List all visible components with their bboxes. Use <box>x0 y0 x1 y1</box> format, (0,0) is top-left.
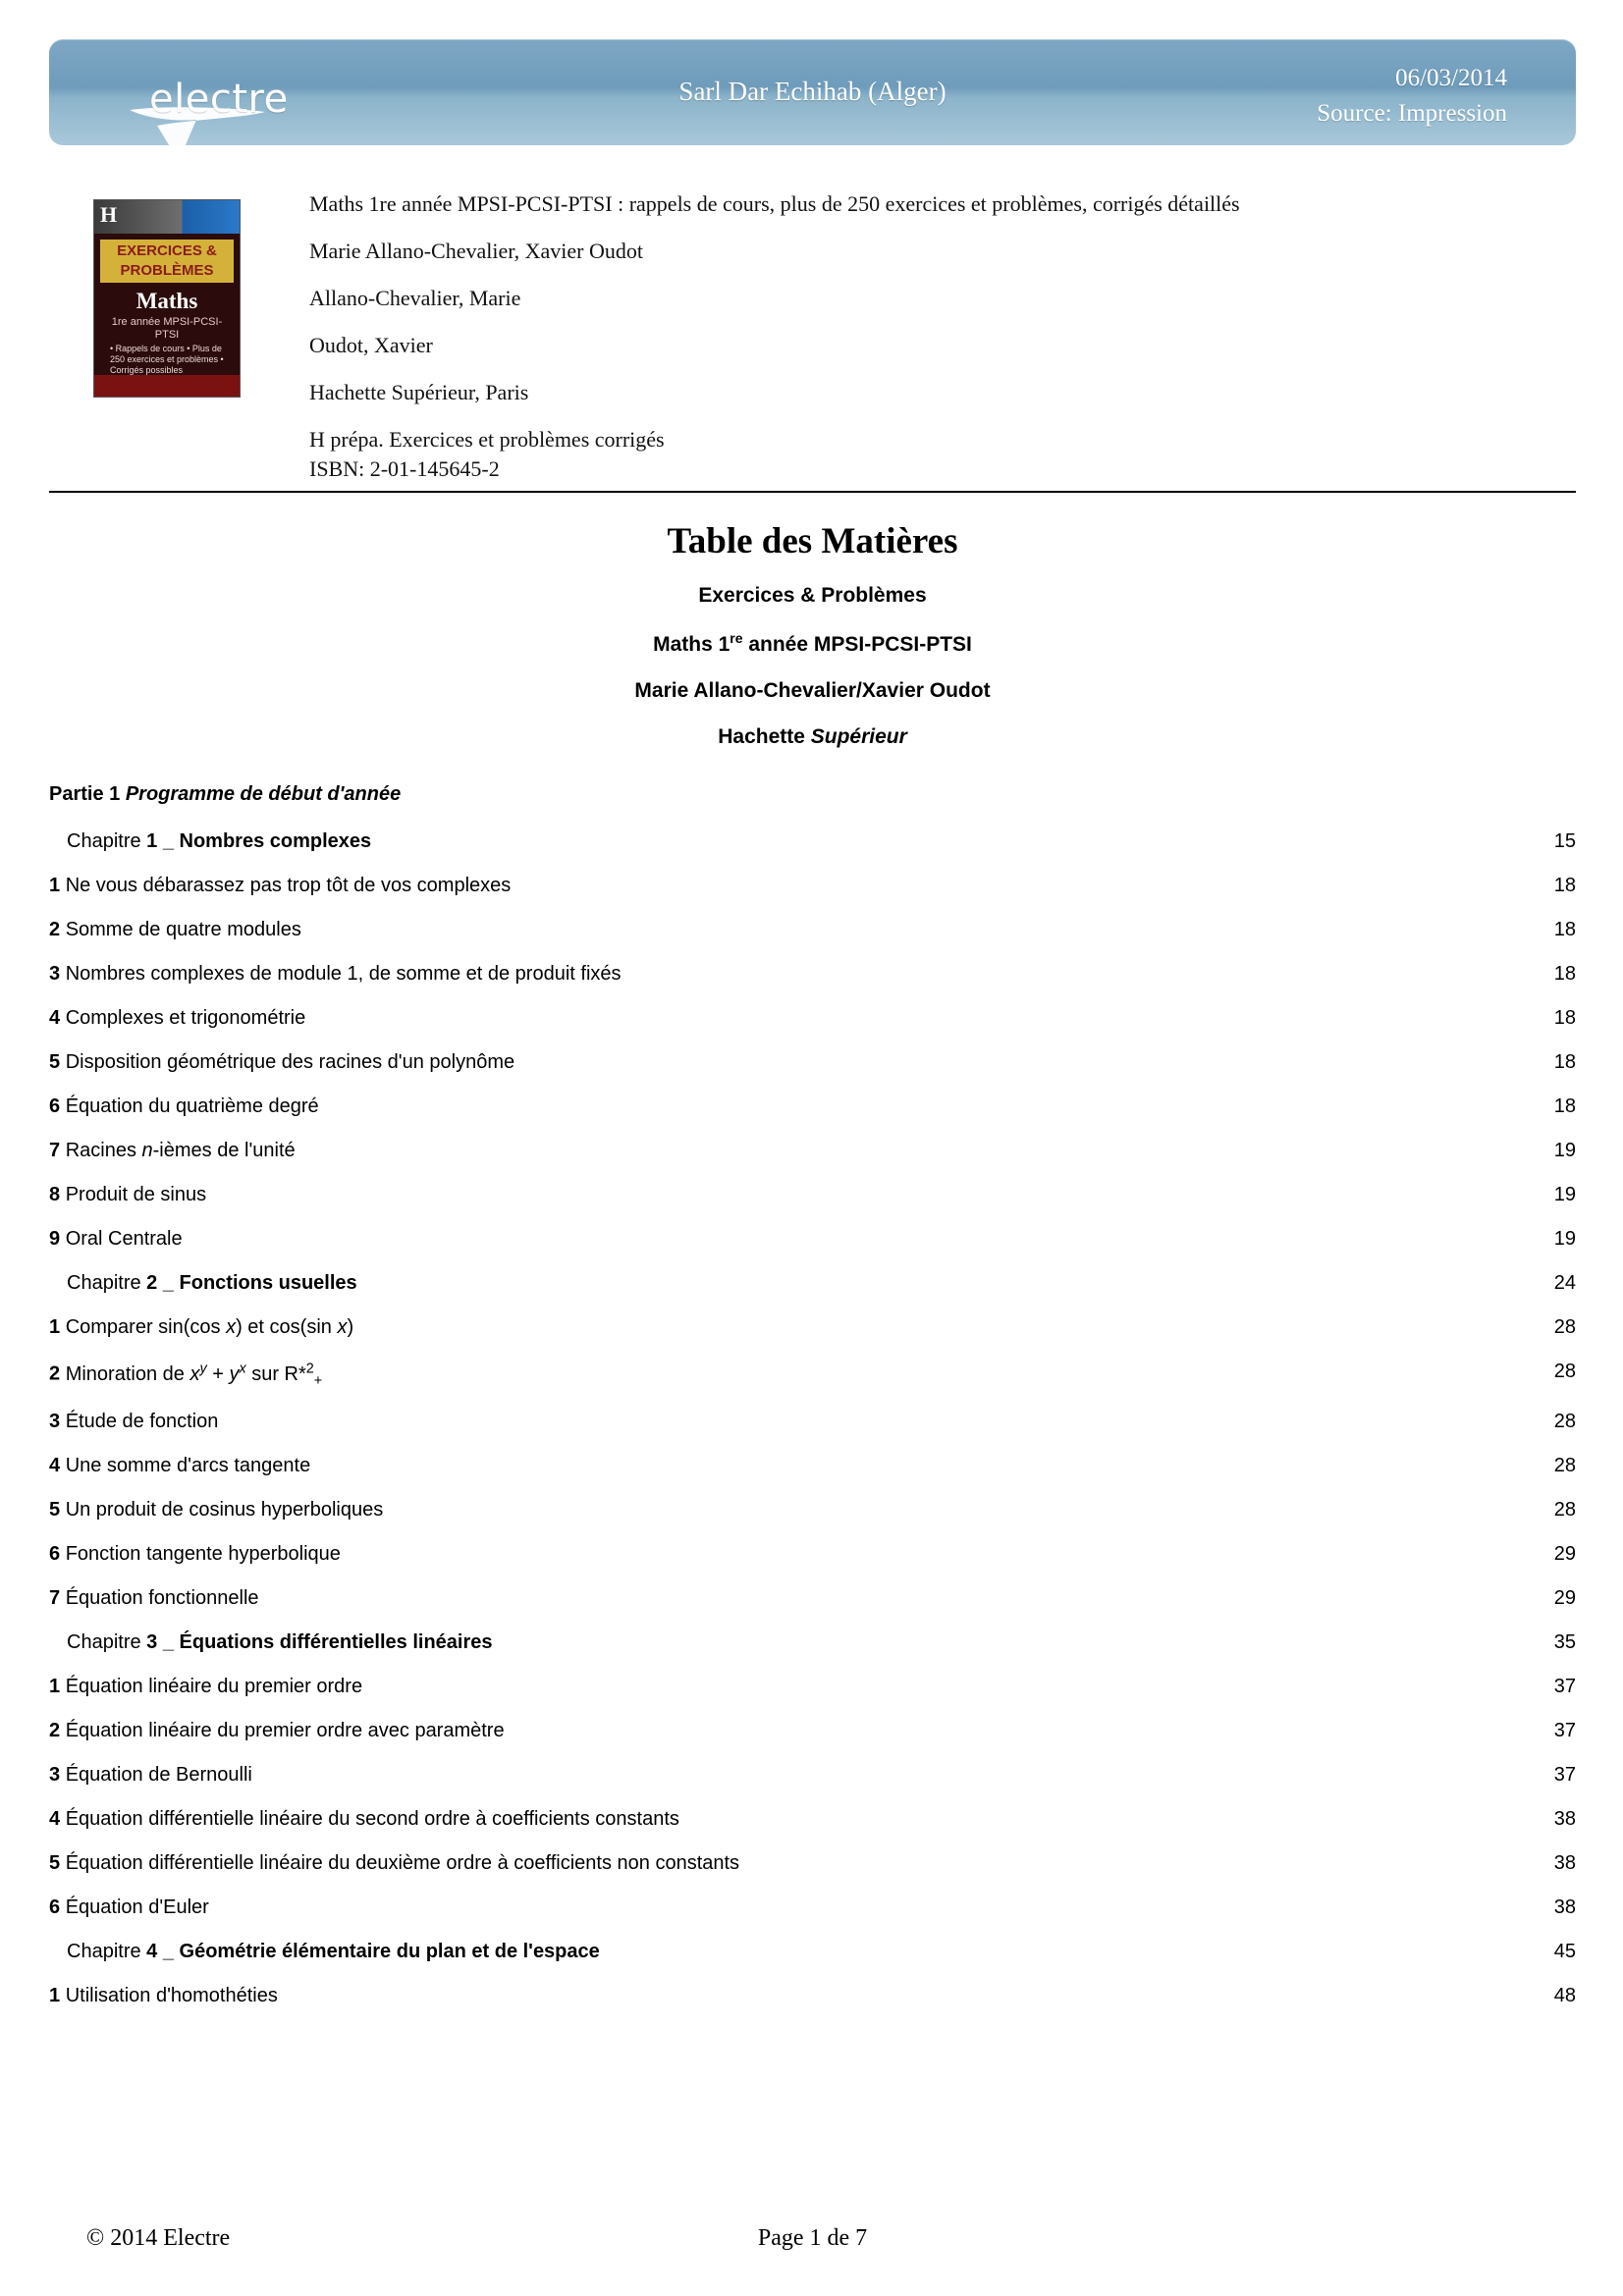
toc-entry-text: Équation d'Euler <box>65 1896 209 1918</box>
toc-subtitle-2-sup: re <box>730 630 743 646</box>
toc-part-title: Programme de début d'année <box>125 783 402 805</box>
toc-entry-row[interactable] <box>49 1753 1576 1797</box>
toc-chapter-title: _ Géométrie élémentaire du plan et de l'espace <box>157 1940 600 1962</box>
toc-entry-page: 18 <box>1553 1007 1576 1029</box>
toc-entry-text: Minoration de $x^y + y^x$ sur R*$^2_+$ <box>65 1361 323 1389</box>
toc-subtitle-2-post: année MPSI-PCSI-PTSI <box>742 633 972 656</box>
header-center-title: Sarl Dar Echihab (Alger) <box>678 77 947 106</box>
toc-subtitle-2 <box>49 630 1576 657</box>
toc-entry-text: Équation différentielle linéaire du second ordre à coefficients constants <box>65 1807 679 1830</box>
toc-entry-row[interactable] <box>49 1886 1576 1930</box>
toc-entry-page: 28 <box>1553 1498 1576 1521</box>
footer-copyright: © 2014 Electre <box>86 2225 231 2251</box>
toc-entry-label <box>49 1006 1507 1031</box>
toc-entry-label <box>49 1139 1507 1163</box>
toc-entry-label <box>49 1586 1507 1611</box>
notice-title: Maths 1re année MPSI-PCSI-PTSI : rappels de cours, plus de 250 exercices et problèmes, corrigés détaillés <box>309 191 1240 216</box>
toc-entry-row[interactable] <box>49 864 1576 908</box>
toc-part-heading <box>49 775 1576 820</box>
toc-entry-number: 7 <box>49 1140 66 1161</box>
toc-chapter-title: _ Nombres complexes <box>157 830 372 852</box>
toc-entry-row[interactable] <box>49 1306 1576 1350</box>
toc-entry-text: Disposition géométrique des racines d'un polynôme <box>65 1051 515 1073</box>
toc-entry-text: Produit de sinus <box>65 1184 207 1205</box>
cover-bullets: • Rappels de cours • Plus de 250 exercices et problèmes • Corrigés possibles <box>110 344 224 375</box>
toc-chapter-title: _ Fonctions usuelles <box>157 1272 357 1294</box>
horizontal-divider <box>49 491 1576 493</box>
toc-publisher-pre: Hachette <box>718 725 811 748</box>
toc-entry-label <box>49 1315 1507 1340</box>
toc-entry-row[interactable] <box>49 1129 1576 1173</box>
cover-subtitle: 1re année MPSI-PCSI-PTSI <box>111 316 223 341</box>
toc-entry-text: Fonction tangente hyperbolique <box>65 1542 341 1565</box>
footer-page-number: Page 1 de 7 <box>757 2225 868 2251</box>
toc-entry-text: Équation linéaire du premier ordre <box>65 1675 363 1697</box>
table-of-contents <box>49 775 1576 2018</box>
toc-entry-label <box>49 1360 1507 1390</box>
toc-entry-page: 18 <box>1553 1051 1576 1073</box>
toc-entry-page: 18 <box>1553 919 1576 940</box>
toc-entry-number: 2 <box>49 1362 66 1385</box>
toc-entry-number: 7 <box>49 1586 66 1609</box>
toc-chapter-number: 1 <box>146 830 158 852</box>
toc-entry-page: 15 <box>1553 830 1576 852</box>
toc-entry-row[interactable] <box>49 952 1576 996</box>
cover-brand: H <box>100 202 118 227</box>
toc-entry-number: 1 <box>49 1984 66 2006</box>
toc-entry-number: 4 <box>49 1454 66 1476</box>
toc-entry-label <box>49 1227 1507 1252</box>
toc-entry-row[interactable] <box>49 1173 1576 1217</box>
toc-entry-label <box>49 1050 1507 1075</box>
toc-chapter-word: Chapitre <box>67 1630 147 1653</box>
toc-chapter-row[interactable] <box>49 820 1576 864</box>
toc-entry-number: 4 <box>49 1807 66 1830</box>
notice-collection: H prépa. Exercices et problèmes corrigés <box>309 427 665 452</box>
toc-entry-number: 5 <box>49 1051 66 1073</box>
notice-authors: Marie Allano-Chevalier, Xavier Oudot <box>309 239 644 263</box>
notice-lines <box>309 191 1566 486</box>
toc-entry-row[interactable] <box>49 1665 1576 1709</box>
toc-entry-number: 1 <box>49 1675 66 1697</box>
toc-entry-page: 29 <box>1553 1542 1576 1565</box>
toc-entry-row[interactable] <box>49 908 1576 952</box>
toc-chapter-row[interactable] <box>49 1621 1576 1665</box>
toc-part-label: Partie 1 <box>49 783 126 805</box>
toc-entry-text: Équation fonctionnelle <box>65 1586 259 1609</box>
toc-entry-text: Complexes et trigonométrie <box>65 1007 306 1029</box>
toc-entry-label <box>49 918 1507 942</box>
toc-entry-label <box>49 1675 1507 1699</box>
toc-entry-page: 19 <box>1553 1184 1576 1205</box>
toc-entry-text: Équation différentielle linéaire du deuxième ordre à coefficients non constants <box>65 1851 740 1874</box>
toc-entry-number: 1 <box>49 1316 66 1338</box>
toc-entry-page: 38 <box>1553 1807 1576 1830</box>
toc-entry-page: 37 <box>1553 1675 1576 1697</box>
toc-entry-text: Équation du quatrième degré <box>65 1095 319 1117</box>
toc-entry-page: 38 <box>1553 1851 1576 1874</box>
toc-entry-label <box>49 1542 1507 1567</box>
toc-entry-page: 28 <box>1553 1454 1576 1476</box>
electre-logo <box>108 59 334 167</box>
toc-entry-label <box>49 1984 1507 2008</box>
toc-entry-row[interactable] <box>49 1085 1576 1129</box>
toc-entry-label <box>49 1851 1507 1876</box>
toc-entry-page: 37 <box>1553 1719 1576 1741</box>
toc-title-block <box>49 520 1576 759</box>
toc-entry-text: Équation de Bernoulli <box>65 1763 252 1786</box>
toc-entry-label <box>49 1271 1507 1296</box>
toc-entry-text: Utilisation d'homothéties <box>65 1984 278 2006</box>
header-banner <box>49 39 1576 145</box>
toc-entry-number: 5 <box>49 1851 66 1874</box>
toc-entry-page: 45 <box>1553 1940 1576 1962</box>
toc-entry-page: 18 <box>1553 963 1576 985</box>
toc-entry-page: 18 <box>1553 875 1576 896</box>
toc-entry-row[interactable] <box>49 1041 1576 1085</box>
toc-entry-page: 35 <box>1553 1630 1576 1653</box>
toc-entry-text: Ne vous débarassez pas trop tôt de vos complexes <box>65 875 512 896</box>
toc-subtitle-2-pre: Maths 1 <box>653 633 730 656</box>
toc-entry-text: Oral Centrale <box>65 1228 183 1250</box>
toc-entry-row[interactable] <box>49 1974 1576 2018</box>
toc-entry-row[interactable] <box>49 1400 1576 1444</box>
toc-entry-label <box>49 1183 1507 1207</box>
logo-text: electre <box>149 77 289 122</box>
toc-entry-label <box>49 1095 1507 1119</box>
toc-authors: Marie Allano-Chevalier/Xavier Oudot <box>634 679 991 702</box>
toc-chapter-word: Chapitre <box>67 830 147 852</box>
toc-entry-row[interactable] <box>49 996 1576 1041</box>
notice-isbn: ISBN: 2-01-145645-2 <box>309 456 500 481</box>
toc-entry-label <box>49 962 1507 987</box>
toc-entry-page: 18 <box>1553 1095 1576 1117</box>
toc-chapter-number: 2 <box>146 1272 158 1294</box>
toc-entry-number: 1 <box>49 875 66 896</box>
toc-entry-label <box>49 1719 1507 1743</box>
toc-entry-page: 19 <box>1553 1140 1576 1161</box>
toc-entry-page: 19 <box>1553 1228 1576 1250</box>
toc-entry-label <box>49 874 1507 898</box>
toc-entry-label <box>49 829 1507 854</box>
book-cover-image <box>93 199 241 398</box>
toc-entry-row[interactable] <box>49 1797 1576 1842</box>
toc-chapter-row[interactable] <box>49 1261 1576 1306</box>
toc-entry-number: 3 <box>49 1763 66 1786</box>
toc-publisher-ital: Supérieur <box>810 725 907 748</box>
notice-publisher: Hachette Supérieur, Paris <box>309 380 529 404</box>
toc-entry-row[interactable] <box>49 1488 1576 1532</box>
header-date: 06/03/2014 <box>1395 65 1507 91</box>
toc-subtitle-1: Exercices & Problèmes <box>698 584 927 607</box>
toc-chapter-number: 4 <box>146 1940 158 1962</box>
page-title: Table des Matières <box>667 521 958 561</box>
header-meta <box>1317 61 1507 133</box>
toc-entry-label <box>49 1896 1507 1920</box>
toc-entry-number: 3 <box>49 1410 66 1432</box>
notice-author-1: Allano-Chevalier, Marie <box>309 286 521 310</box>
toc-entry-page: 37 <box>1553 1763 1576 1786</box>
toc-entry-number: 3 <box>49 963 66 985</box>
toc-entry-number: 6 <box>49 1095 66 1117</box>
toc-entry-label <box>49 1454 1507 1478</box>
cover-band: EXERCICES & PROBLÈMES <box>100 240 234 283</box>
toc-entry-label <box>49 1940 1507 1964</box>
toc-entry-page: 28 <box>1553 1316 1576 1338</box>
toc-entry-page: 24 <box>1553 1272 1576 1294</box>
toc-entry-row[interactable] <box>49 1350 1576 1400</box>
toc-chapter-word: Chapitre <box>67 1940 147 1962</box>
toc-entry-page: 28 <box>1553 1361 1576 1382</box>
toc-entry-text: Somme de quatre modules <box>65 919 301 940</box>
header-source: Source: Impression <box>1317 100 1507 128</box>
toc-entry-number: 9 <box>49 1228 66 1250</box>
toc-entry-text: Étude de fonction <box>65 1410 219 1432</box>
toc-entry-row[interactable] <box>49 1842 1576 1886</box>
cover-title: Maths <box>135 289 198 313</box>
toc-entry-page: 48 <box>1553 1984 1576 2006</box>
toc-entry-number: 2 <box>49 919 66 940</box>
toc-entry-text: Racines n-ièmes de l'unité <box>65 1140 296 1161</box>
toc-entry-text: Nombres complexes de module 1, de somme et de produit fixés <box>65 963 622 985</box>
toc-entry-label <box>49 1630 1507 1655</box>
toc-entry-page: 29 <box>1553 1586 1576 1609</box>
toc-entry-row[interactable] <box>49 1532 1576 1576</box>
toc-publisher <box>49 725 1576 749</box>
notice-author-2: Oudot, Xavier <box>309 333 433 357</box>
toc-entry-text: Comparer sin(cos x) et cos(sin x) <box>65 1316 354 1338</box>
toc-entry-number: 2 <box>49 1719 66 1741</box>
toc-entry-row[interactable] <box>49 1576 1576 1621</box>
toc-entry-text: Équation linéaire du premier ordre avec paramètre <box>65 1719 505 1741</box>
toc-entry-label <box>49 1410 1507 1434</box>
toc-chapter-word: Chapitre <box>67 1272 147 1294</box>
toc-entry-row[interactable] <box>49 1709 1576 1753</box>
toc-entry-number: 6 <box>49 1896 66 1918</box>
toc-chapter-number: 3 <box>146 1630 158 1653</box>
toc-entry-text: Un produit de cosinus hyperboliques <box>65 1498 384 1521</box>
toc-entry-number: 5 <box>49 1498 66 1521</box>
toc-entry-number: 4 <box>49 1007 66 1029</box>
toc-entry-page: 38 <box>1553 1896 1576 1918</box>
toc-chapter-row[interactable] <box>49 1930 1576 1974</box>
toc-entry-row[interactable] <box>49 1444 1576 1488</box>
toc-entry-page: 28 <box>1553 1410 1576 1432</box>
toc-entry-number: 6 <box>49 1542 66 1565</box>
toc-entry-text: Une somme d'arcs tangente <box>65 1454 311 1476</box>
toc-chapter-title: _ Équations différentielles linéaires <box>157 1630 493 1653</box>
toc-entry-number: 8 <box>49 1184 66 1205</box>
toc-entry-row[interactable] <box>49 1217 1576 1261</box>
toc-entry-label <box>49 1763 1507 1788</box>
toc-entry-label <box>49 1807 1507 1832</box>
toc-entry-label <box>49 1498 1507 1522</box>
